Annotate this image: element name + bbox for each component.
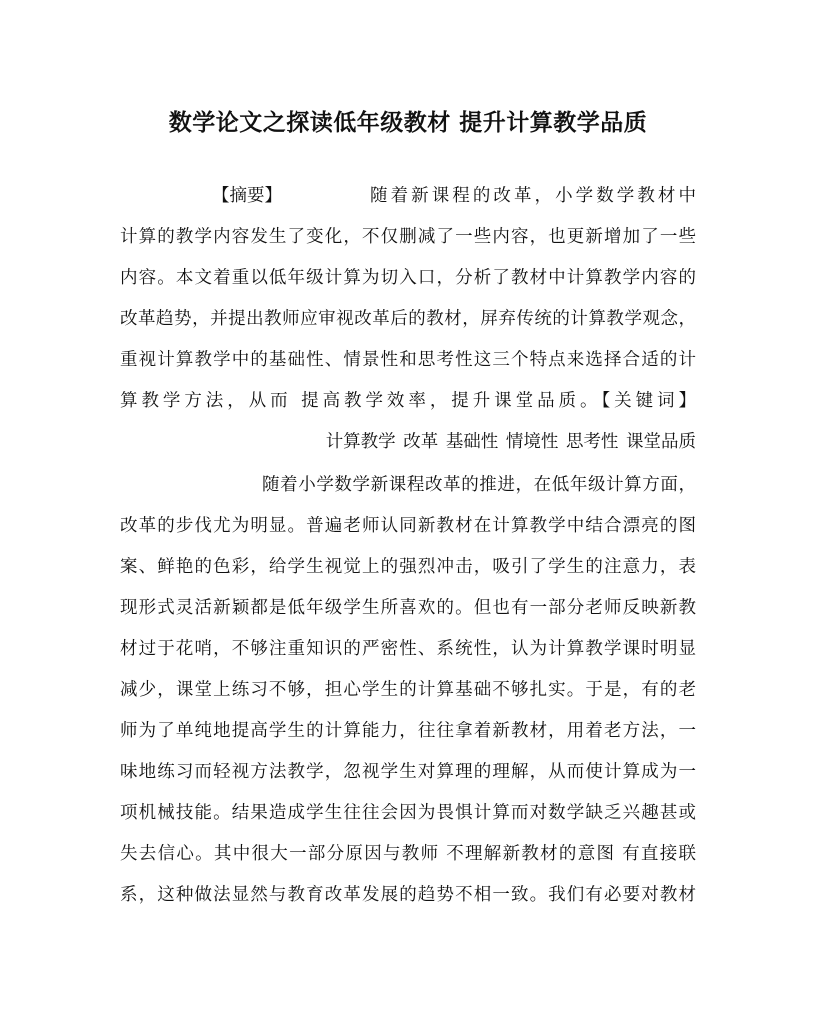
body-first-line: 随着小学数学新课程改革的推进，在低年级计算方面， xyxy=(262,475,696,495)
abstract-first-line: 随着新课程的改革，小学数学教材中 xyxy=(370,186,696,206)
abstract-label: 【摘要】 xyxy=(212,186,282,206)
abstract-line: 内容。本文着重以低年级计算为切入口，分析了教材中计算教学内容的 xyxy=(120,268,696,288)
abstract-line: 改革趋势，并提出教师应审视改革后的教材，屏弃传统的计算教学观念， xyxy=(120,309,696,329)
abstract-line: 计算的教学内容发生了变化，不仅删减了一些内容，也更新增加了一些 xyxy=(120,227,696,247)
body-line: 师为了单纯地提高学生的计算能力，往往拿着新教材，用着老方法，一 xyxy=(120,721,696,741)
body-line: 改革的步伐尤为明显。普遍老师认同新教材在计算教学中结合漂亮的图 xyxy=(120,516,696,536)
keywords-line: 计算教学 改革 基础性 情境性 思考性 课堂品质 xyxy=(325,432,696,452)
body-line: 项机械技能。结果造成学生往往会因为畏惧计算而对数学缺乏兴趣甚或 xyxy=(120,803,696,823)
body-line: 材过于花哨，不够注重知识的严密性、系统性，认为计算教学课时明显 xyxy=(120,639,696,659)
abstract-line: 算教学方法，从而 提高教学效率，提升课堂品质。【关键词】 xyxy=(120,391,696,411)
body-line: 现形式灵活新颖都是低年级学生所喜欢的。但也有一部分老师反映新教 xyxy=(120,598,696,618)
body-line: 味地练习而轻视方法教学，忽视学生对算理的理解，从而使计算成为一 xyxy=(120,762,696,782)
abstract-line: 重视计算教学中的基础性、情景性和思考性这三个特点来选择合适的计 xyxy=(120,350,696,370)
body-line: 系，这种做法显然与教育改革发展的趋势不相一致。我们有必要对教材 xyxy=(120,885,696,905)
body-line: 减少，课堂上练习不够，担心学生的计算基础不够扎实。于是，有的老 xyxy=(120,680,696,700)
document-title: 数学论文之探读低年级教材 提升计算教学品质 xyxy=(168,109,648,136)
body-line: 失去信心。其中很大一部分原因与教师 不理解新教材的意图 有直接联 xyxy=(120,844,696,864)
body-line: 案、鲜艳的色彩，给学生视觉上的强烈冲击，吸引了学生的注意力，表 xyxy=(120,557,696,577)
